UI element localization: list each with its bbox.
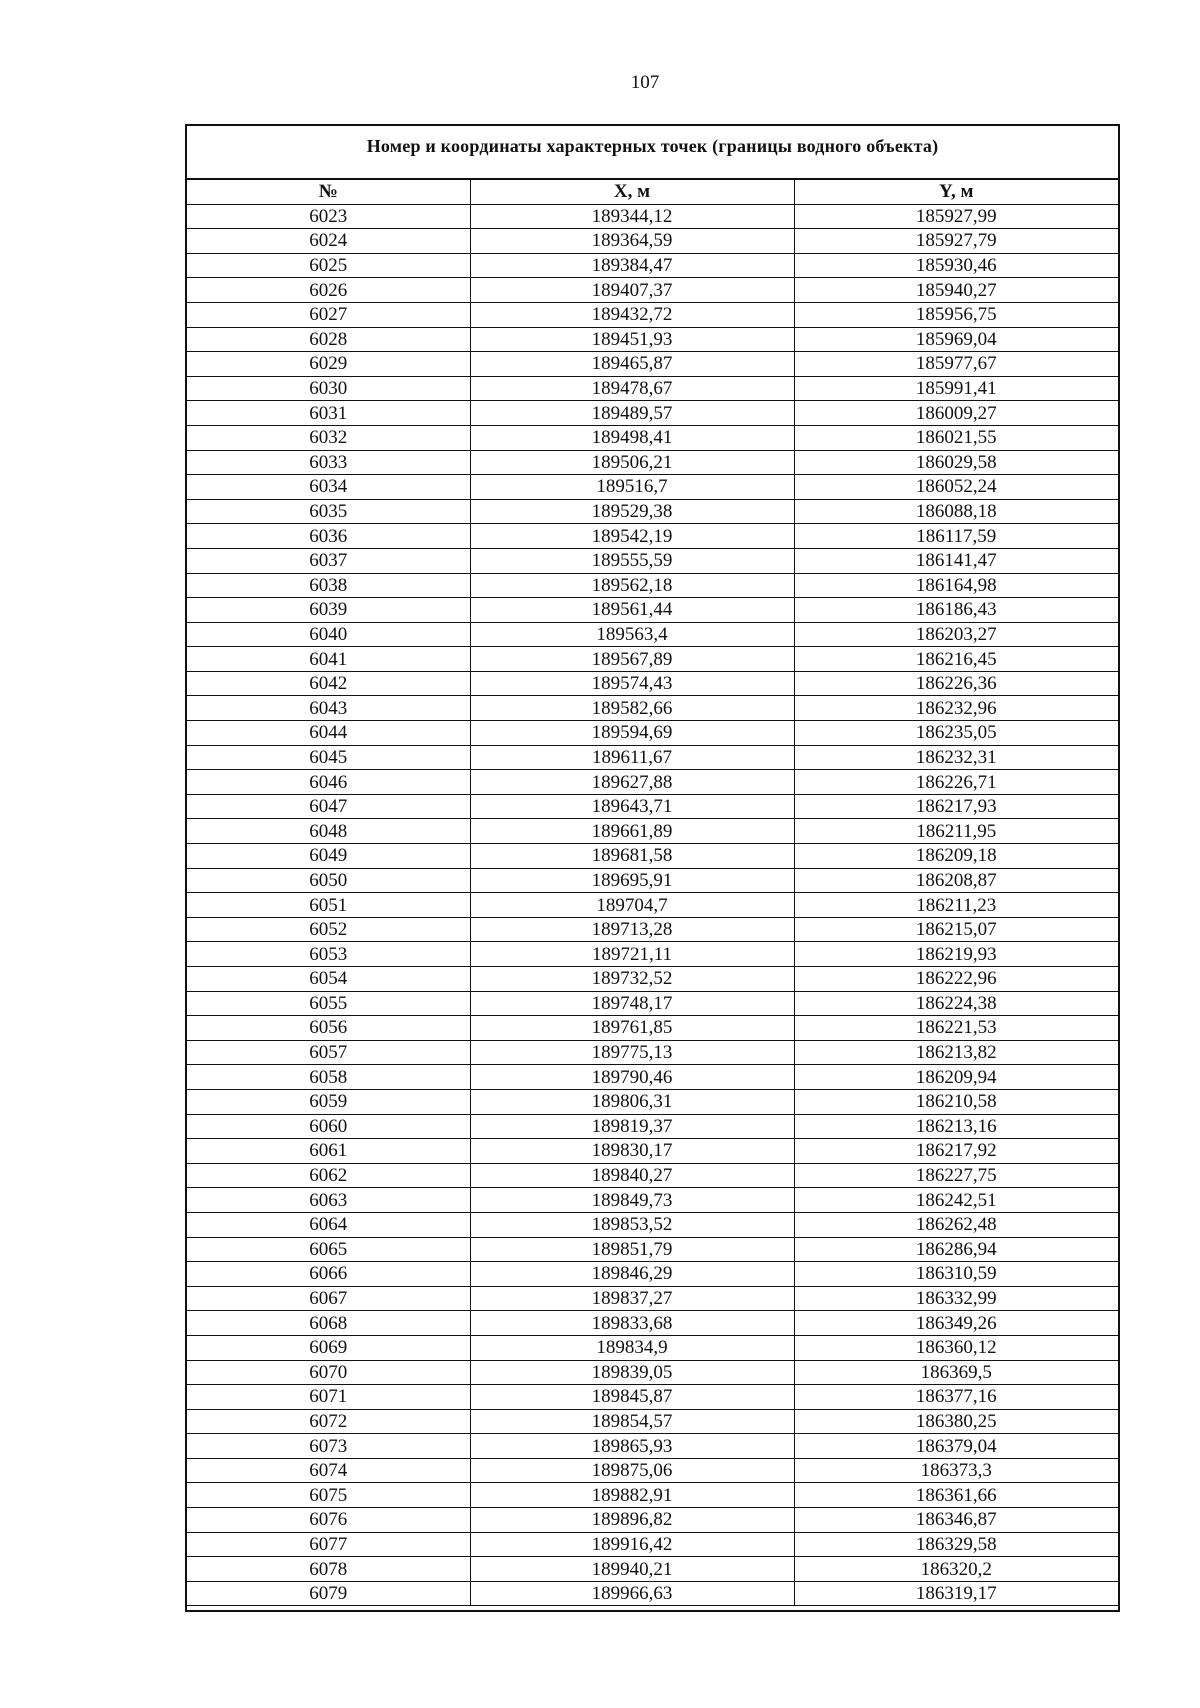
cell-point-number: 6053 xyxy=(187,942,470,967)
cell-y-coordinate: 186009,27 xyxy=(794,401,1118,426)
table-row xyxy=(187,1557,1118,1582)
cell-point-number: 6031 xyxy=(187,401,470,426)
cell-y-coordinate: 186217,93 xyxy=(794,794,1118,819)
cell-y-coordinate: 186320,2 xyxy=(794,1557,1118,1582)
cell-point-number: 6040 xyxy=(187,622,470,647)
cell-point-number: 6079 xyxy=(187,1581,470,1606)
cell-x-coordinate: 189748,17 xyxy=(470,991,794,1016)
cell-y-coordinate: 185927,99 xyxy=(794,204,1118,229)
cell-x-coordinate: 189594,69 xyxy=(470,721,794,746)
cell-point-number: 6068 xyxy=(187,1311,470,1336)
cell-point-number: 6024 xyxy=(187,229,470,254)
table-row xyxy=(187,1458,1118,1483)
cell-x-coordinate: 189432,72 xyxy=(470,302,794,327)
cell-x-coordinate: 189627,88 xyxy=(470,770,794,795)
cell-y-coordinate: 186360,12 xyxy=(794,1335,1118,1360)
table-row xyxy=(187,475,1118,500)
cell-point-number: 6067 xyxy=(187,1286,470,1311)
cell-point-number: 6030 xyxy=(187,376,470,401)
cell-x-coordinate: 189567,89 xyxy=(470,647,794,672)
page-number: 107 xyxy=(630,72,660,93)
table-row xyxy=(187,1016,1118,1041)
cell-y-coordinate: 186215,07 xyxy=(794,917,1118,942)
cell-x-coordinate: 189516,7 xyxy=(470,475,794,500)
cell-point-number: 6044 xyxy=(187,721,470,746)
cell-point-number: 6055 xyxy=(187,991,470,1016)
column-header-y: Y, м xyxy=(794,179,1118,204)
cell-y-coordinate: 186227,75 xyxy=(794,1163,1118,1188)
cell-y-coordinate: 186332,99 xyxy=(794,1286,1118,1311)
cell-point-number: 6038 xyxy=(187,573,470,598)
cell-point-number: 6058 xyxy=(187,1065,470,1090)
cell-y-coordinate: 186203,27 xyxy=(794,622,1118,647)
cell-point-number: 6045 xyxy=(187,745,470,770)
cell-point-number: 6075 xyxy=(187,1483,470,1508)
cell-x-coordinate: 189761,85 xyxy=(470,1016,794,1041)
table-row xyxy=(187,1581,1118,1606)
table-row xyxy=(187,548,1118,573)
cell-point-number: 6041 xyxy=(187,647,470,672)
table-row xyxy=(187,302,1118,327)
cell-y-coordinate: 186186,43 xyxy=(794,598,1118,623)
table-row xyxy=(187,376,1118,401)
cell-y-coordinate: 186141,47 xyxy=(794,548,1118,573)
cell-y-coordinate: 186216,45 xyxy=(794,647,1118,672)
cell-point-number: 6074 xyxy=(187,1458,470,1483)
cell-point-number: 6033 xyxy=(187,450,470,475)
cell-point-number: 6073 xyxy=(187,1434,470,1459)
cell-point-number: 6054 xyxy=(187,967,470,992)
cell-y-coordinate: 186329,58 xyxy=(794,1532,1118,1557)
cell-x-coordinate: 189833,68 xyxy=(470,1311,794,1336)
table-row xyxy=(187,1286,1118,1311)
cell-y-coordinate: 186221,53 xyxy=(794,1016,1118,1041)
table-row xyxy=(187,499,1118,524)
cell-point-number: 6028 xyxy=(187,327,470,352)
table-row xyxy=(187,327,1118,352)
table-row xyxy=(187,1212,1118,1237)
cell-y-coordinate: 185930,46 xyxy=(794,253,1118,278)
table-row xyxy=(187,573,1118,598)
cell-x-coordinate: 189840,27 xyxy=(470,1163,794,1188)
table-row xyxy=(187,868,1118,893)
cell-point-number: 6077 xyxy=(187,1532,470,1557)
table-row xyxy=(187,647,1118,672)
cell-y-coordinate: 185956,75 xyxy=(794,302,1118,327)
cell-x-coordinate: 189849,73 xyxy=(470,1188,794,1213)
cell-point-number: 6059 xyxy=(187,1089,470,1114)
cell-y-coordinate: 186226,36 xyxy=(794,671,1118,696)
cell-x-coordinate: 189562,18 xyxy=(470,573,794,598)
table-row xyxy=(187,1532,1118,1557)
table-row xyxy=(187,1163,1118,1188)
cell-point-number: 6078 xyxy=(187,1557,470,1582)
cell-y-coordinate: 186219,93 xyxy=(794,942,1118,967)
cell-point-number: 6029 xyxy=(187,352,470,377)
table-row xyxy=(187,1360,1118,1385)
cell-x-coordinate: 189704,7 xyxy=(470,893,794,918)
cell-y-coordinate: 186346,87 xyxy=(794,1508,1118,1533)
cell-x-coordinate: 189478,67 xyxy=(470,376,794,401)
cell-point-number: 6034 xyxy=(187,475,470,500)
cell-point-number: 6071 xyxy=(187,1385,470,1410)
cell-point-number: 6035 xyxy=(187,499,470,524)
cell-y-coordinate: 186213,16 xyxy=(794,1114,1118,1139)
cell-x-coordinate: 189451,93 xyxy=(470,327,794,352)
cell-y-coordinate: 185940,27 xyxy=(794,278,1118,303)
cell-y-coordinate: 186380,25 xyxy=(794,1409,1118,1434)
cell-point-number: 6046 xyxy=(187,770,470,795)
cell-x-coordinate: 189854,57 xyxy=(470,1409,794,1434)
cell-y-coordinate: 185927,79 xyxy=(794,229,1118,254)
cell-x-coordinate: 189875,06 xyxy=(470,1458,794,1483)
cell-point-number: 6060 xyxy=(187,1114,470,1139)
table-row xyxy=(187,1335,1118,1360)
cell-y-coordinate: 186286,94 xyxy=(794,1237,1118,1262)
cell-y-coordinate: 186226,71 xyxy=(794,770,1118,795)
cell-point-number: 6036 xyxy=(187,524,470,549)
cell-point-number: 6042 xyxy=(187,671,470,696)
cell-y-coordinate: 186164,98 xyxy=(794,573,1118,598)
cell-y-coordinate: 186377,16 xyxy=(794,1385,1118,1410)
table-row xyxy=(187,991,1118,1016)
cell-point-number: 6026 xyxy=(187,278,470,303)
table-row xyxy=(187,524,1118,549)
cell-y-coordinate: 186208,87 xyxy=(794,868,1118,893)
table-row xyxy=(187,1114,1118,1139)
table-header-row xyxy=(187,179,1118,204)
cell-x-coordinate: 189732,52 xyxy=(470,967,794,992)
cell-x-coordinate: 189721,11 xyxy=(470,942,794,967)
cell-point-number: 6032 xyxy=(187,425,470,450)
cell-point-number: 6025 xyxy=(187,253,470,278)
cell-point-number: 6049 xyxy=(187,844,470,869)
cell-y-coordinate: 185977,67 xyxy=(794,352,1118,377)
cell-x-coordinate: 189851,79 xyxy=(470,1237,794,1262)
coordinates-table-frame xyxy=(185,124,1120,1612)
cell-x-coordinate: 189882,91 xyxy=(470,1483,794,1508)
cell-x-coordinate: 189775,13 xyxy=(470,1040,794,1065)
cell-x-coordinate: 189542,19 xyxy=(470,524,794,549)
cell-x-coordinate: 189407,37 xyxy=(470,278,794,303)
cell-x-coordinate: 189384,47 xyxy=(470,253,794,278)
cell-y-coordinate: 186217,92 xyxy=(794,1139,1118,1164)
cell-x-coordinate: 189916,42 xyxy=(470,1532,794,1557)
cell-x-coordinate: 189839,05 xyxy=(470,1360,794,1385)
cell-point-number: 6069 xyxy=(187,1335,470,1360)
table-row xyxy=(187,745,1118,770)
cell-x-coordinate: 189555,59 xyxy=(470,548,794,573)
cell-x-coordinate: 189661,89 xyxy=(470,819,794,844)
column-header-number: № xyxy=(187,179,470,204)
cell-y-coordinate: 186211,95 xyxy=(794,819,1118,844)
cell-point-number: 6063 xyxy=(187,1188,470,1213)
cell-x-coordinate: 189489,57 xyxy=(470,401,794,426)
cell-x-coordinate: 189574,43 xyxy=(470,671,794,696)
table-row xyxy=(187,1434,1118,1459)
table-row xyxy=(187,204,1118,229)
cell-x-coordinate: 189695,91 xyxy=(470,868,794,893)
column-header-x: X, м xyxy=(470,179,794,204)
cell-y-coordinate: 186379,04 xyxy=(794,1434,1118,1459)
table-row xyxy=(187,352,1118,377)
table-row xyxy=(187,1483,1118,1508)
coordinates-table xyxy=(187,178,1118,1606)
cell-y-coordinate: 186052,24 xyxy=(794,475,1118,500)
cell-y-coordinate: 186213,82 xyxy=(794,1040,1118,1065)
cell-x-coordinate: 189806,31 xyxy=(470,1089,794,1114)
cell-y-coordinate: 186349,26 xyxy=(794,1311,1118,1336)
cell-point-number: 6023 xyxy=(187,204,470,229)
cell-y-coordinate: 186117,59 xyxy=(794,524,1118,549)
cell-x-coordinate: 189837,27 xyxy=(470,1286,794,1311)
cell-point-number: 6064 xyxy=(187,1212,470,1237)
cell-x-coordinate: 189344,12 xyxy=(470,204,794,229)
cell-x-coordinate: 189865,93 xyxy=(470,1434,794,1459)
table-row xyxy=(187,671,1118,696)
table-row xyxy=(187,401,1118,426)
cell-point-number: 6048 xyxy=(187,819,470,844)
cell-y-coordinate: 186209,18 xyxy=(794,844,1118,869)
cell-y-coordinate: 186211,23 xyxy=(794,893,1118,918)
cell-y-coordinate: 186209,94 xyxy=(794,1065,1118,1090)
cell-y-coordinate: 186222,96 xyxy=(794,967,1118,992)
table-row xyxy=(187,229,1118,254)
cell-y-coordinate: 186088,18 xyxy=(794,499,1118,524)
table-row xyxy=(187,696,1118,721)
cell-x-coordinate: 189563,4 xyxy=(470,622,794,647)
table-caption: Номер и координаты характерных точек (границы водного объекта) xyxy=(366,136,939,156)
cell-y-coordinate: 185969,04 xyxy=(794,327,1118,352)
cell-point-number: 6050 xyxy=(187,868,470,893)
cell-point-number: 6066 xyxy=(187,1262,470,1287)
table-row xyxy=(187,1311,1118,1336)
cell-x-coordinate: 189465,87 xyxy=(470,352,794,377)
cell-y-coordinate: 186319,17 xyxy=(794,1581,1118,1606)
table-row xyxy=(187,598,1118,623)
cell-point-number: 6057 xyxy=(187,1040,470,1065)
cell-point-number: 6052 xyxy=(187,917,470,942)
cell-y-coordinate: 186310,59 xyxy=(794,1262,1118,1287)
table-row xyxy=(187,844,1118,869)
cell-x-coordinate: 189364,59 xyxy=(470,229,794,254)
cell-y-coordinate: 186235,05 xyxy=(794,721,1118,746)
table-row xyxy=(187,819,1118,844)
cell-x-coordinate: 189561,44 xyxy=(470,598,794,623)
table-row xyxy=(187,1040,1118,1065)
cell-point-number: 6061 xyxy=(187,1139,470,1164)
cell-x-coordinate: 189966,63 xyxy=(470,1581,794,1606)
cell-y-coordinate: 185991,41 xyxy=(794,376,1118,401)
cell-x-coordinate: 189790,46 xyxy=(470,1065,794,1090)
table-row xyxy=(187,794,1118,819)
cell-x-coordinate: 189498,41 xyxy=(470,425,794,450)
cell-x-coordinate: 189819,37 xyxy=(470,1114,794,1139)
cell-y-coordinate: 186021,55 xyxy=(794,425,1118,450)
cell-point-number: 6070 xyxy=(187,1360,470,1385)
table-body xyxy=(187,204,1118,1606)
cell-point-number: 6043 xyxy=(187,696,470,721)
table-row xyxy=(187,450,1118,475)
table-row xyxy=(187,1237,1118,1262)
table-row xyxy=(187,967,1118,992)
cell-x-coordinate: 189506,21 xyxy=(470,450,794,475)
cell-y-coordinate: 186232,96 xyxy=(794,696,1118,721)
cell-y-coordinate: 186232,31 xyxy=(794,745,1118,770)
cell-point-number: 6039 xyxy=(187,598,470,623)
table-row xyxy=(187,1139,1118,1164)
cell-point-number: 6076 xyxy=(187,1508,470,1533)
cell-x-coordinate: 189940,21 xyxy=(470,1557,794,1582)
cell-point-number: 6056 xyxy=(187,1016,470,1041)
cell-x-coordinate: 189713,28 xyxy=(470,917,794,942)
cell-y-coordinate: 186210,58 xyxy=(794,1089,1118,1114)
table-row xyxy=(187,770,1118,795)
cell-x-coordinate: 189582,66 xyxy=(470,696,794,721)
cell-x-coordinate: 189681,58 xyxy=(470,844,794,869)
cell-y-coordinate: 186262,48 xyxy=(794,1212,1118,1237)
cell-x-coordinate: 189896,82 xyxy=(470,1508,794,1533)
cell-y-coordinate: 186029,58 xyxy=(794,450,1118,475)
cell-y-coordinate: 186373,3 xyxy=(794,1458,1118,1483)
cell-point-number: 6047 xyxy=(187,794,470,819)
cell-point-number: 6037 xyxy=(187,548,470,573)
table-row xyxy=(187,425,1118,450)
table-row xyxy=(187,1508,1118,1533)
cell-point-number: 6072 xyxy=(187,1409,470,1434)
cell-x-coordinate: 189529,38 xyxy=(470,499,794,524)
cell-x-coordinate: 189846,29 xyxy=(470,1262,794,1287)
cell-point-number: 6051 xyxy=(187,893,470,918)
cell-point-number: 6062 xyxy=(187,1163,470,1188)
cell-point-number: 6027 xyxy=(187,302,470,327)
cell-y-coordinate: 186369,5 xyxy=(794,1360,1118,1385)
table-row xyxy=(187,893,1118,918)
cell-y-coordinate: 186361,66 xyxy=(794,1483,1118,1508)
table-row xyxy=(187,917,1118,942)
cell-x-coordinate: 189834,9 xyxy=(470,1335,794,1360)
table-row xyxy=(187,278,1118,303)
table-row xyxy=(187,1262,1118,1287)
table-row xyxy=(187,1409,1118,1434)
cell-x-coordinate: 189845,87 xyxy=(470,1385,794,1410)
table-row xyxy=(187,1065,1118,1090)
cell-point-number: 6065 xyxy=(187,1237,470,1262)
cell-y-coordinate: 186224,38 xyxy=(794,991,1118,1016)
table-row xyxy=(187,253,1118,278)
cell-x-coordinate: 189830,17 xyxy=(470,1139,794,1164)
table-row xyxy=(187,1188,1118,1213)
cell-x-coordinate: 189643,71 xyxy=(470,794,794,819)
table-row xyxy=(187,622,1118,647)
table-row xyxy=(187,1385,1118,1410)
table-row xyxy=(187,721,1118,746)
cell-x-coordinate: 189611,67 xyxy=(470,745,794,770)
cell-x-coordinate: 189853,52 xyxy=(470,1212,794,1237)
table-row xyxy=(187,942,1118,967)
cell-y-coordinate: 186242,51 xyxy=(794,1188,1118,1213)
table-row xyxy=(187,1089,1118,1114)
